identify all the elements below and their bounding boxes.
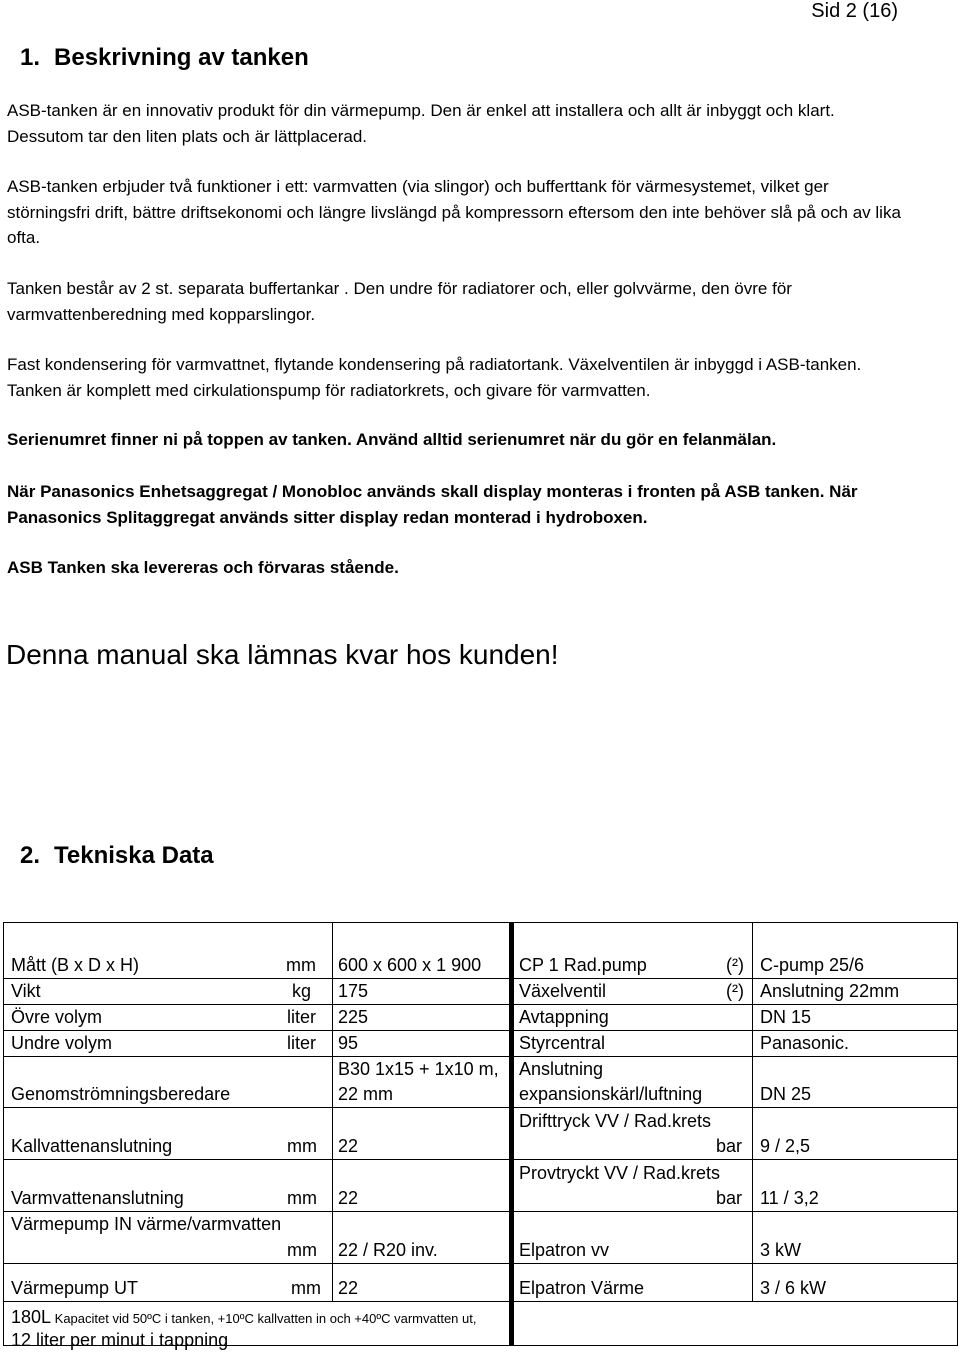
section-heading-technical-data: [20, 842, 214, 870]
spec-value: C-pump 25/6: [760, 955, 865, 975]
spec-label-weight: Vikt: [11, 981, 41, 1001]
spec-label-upper-volume: Övre volym: [11, 1007, 103, 1027]
spec-value: 9 / 2,5: [760, 1136, 811, 1156]
spec-value: Panasonic.: [760, 1033, 850, 1053]
paragraph-intro: ASB-tanken är en innovativ produkt för din värmepump. Den är enkel att installera och allt är inbyggt och klart. Dessutom tar den liten plats och är lättplacerad.: [7, 101, 835, 146]
paragraph-storage: ASB Tanken ska levereras och förvaras stående.: [7, 558, 399, 577]
spec-unit: bar: [716, 1188, 743, 1208]
spec-label-expansion-line2: expansionskärl/luftning: [519, 1084, 703, 1104]
spec-value: 22: [338, 1278, 359, 1298]
section-number: 1.: [20, 44, 41, 71]
spec-value: 3 kW: [760, 1240, 802, 1260]
spec-value: 600 x 600 x 1 900: [338, 955, 482, 975]
section-number: 2.: [20, 842, 41, 869]
spec-value: 22: [338, 1188, 359, 1208]
capacity-volume: 180L: [11, 1307, 52, 1327]
spec-label-immersion-heater-heating: Elpatron Värme: [519, 1278, 645, 1298]
spec-value: 95: [338, 1033, 359, 1053]
spec-label-immersion-heater-hw: Elpatron vv: [519, 1240, 610, 1260]
spec-unit: bar: [716, 1136, 743, 1156]
paragraph-condensing: Fast kondensering för varmvattnet, flytande kondensering på radiatortank. Växelventilen är inbyggd i ASB-tanken. Tanken är komplett med cirkulationspump för radiatorkrets, och givare för varmvatten.: [7, 355, 862, 400]
spec-value: 22: [338, 1136, 359, 1156]
spec-unit: liter: [287, 1033, 317, 1053]
spec-unit: mm: [287, 1240, 317, 1260]
spec-label-expansion-line1: Anslutning: [519, 1059, 604, 1079]
spec-label-circulation-pump: CP 1 Rad.pump: [519, 955, 647, 975]
spec-unit: mm: [291, 1278, 321, 1298]
spec-label-test-pressure: Provtryckt VV / Rad.krets: [519, 1163, 721, 1183]
customer-notice: Denna manual ska lämnas kvar hos kunden!: [6, 639, 559, 670]
spec-label-drain: Avtappning: [519, 1007, 609, 1027]
paragraph-serial-number: Serienumret finner ni på toppen av tanken. Använd alltid serienumret när du gör en felanmälan.: [7, 430, 777, 449]
spec-value: 11 / 3,2: [760, 1188, 819, 1208]
section-title: Beskrivning av tanken: [54, 44, 309, 71]
spec-value: 22 / R20 inv.: [338, 1240, 438, 1260]
spec-label-heat-pump-out: Värmepump UT: [11, 1278, 139, 1298]
capacity-description: Kapacitet vid 50ºC i tanken, +10ºC kallvatten in och +40ºC varmvatten ut,: [51, 1311, 477, 1326]
paragraph-buffer-tanks: Tanken består av 2 st. separata buffertankar . Den undre för radiatorer och, eller golvvärme, den övre för varmvattenberedning med kopparslingor.: [7, 279, 792, 324]
spec-value: 175: [338, 981, 369, 1001]
spec-label-heat-pump-in: Värmepump IN värme/varmvatten: [11, 1214, 282, 1234]
spec-unit: mm: [287, 1136, 317, 1156]
spec-value: DN 25: [760, 1084, 812, 1104]
spec-unit: mm: [287, 1188, 317, 1208]
section-title: Tekniska Data: [54, 842, 214, 869]
paragraph-display: När Panasonics Enhetsaggregat / Monobloc används skall display monteras i fronten på ASB tanken. När Panasonics Splitaggregat används sitter display redan monterad i hydroboxen.: [7, 482, 858, 527]
spec-label-controller: Styrcentral: [519, 1033, 606, 1053]
spec-value: DN 15: [760, 1007, 812, 1027]
spec-unit: mm: [286, 955, 316, 975]
spec-label-flow-heater: Genomströmningsberedare: [11, 1084, 231, 1104]
spec-label-lower-volume: Undre volym: [11, 1033, 113, 1053]
spec-note: (²): [726, 981, 744, 1001]
spec-unit: liter: [287, 1007, 317, 1027]
section-heading-description: [20, 44, 309, 72]
spec-value-line2: 22 mm: [338, 1084, 394, 1104]
spec-label-operating-pressure: Drifttryck VV / Rad.krets: [519, 1111, 712, 1131]
technical-data-table: [3, 922, 958, 1350]
spec-value: 225: [338, 1007, 369, 1027]
spec-value: 3 / 6 kW: [760, 1278, 827, 1298]
spec-label-dimensions: Mått (B x D x H): [11, 955, 140, 975]
capacity-flow-rate: 12 liter per minut i tappning: [11, 1330, 229, 1350]
paragraph-functions: ASB-tanken erbjuder två funktioner i ett: varmvatten (via slingor) och bufferttank för värmesystemet, vilket ger störningsfri drift, bättre driftsekonomi och längre livslängd på kompressorn eftersom den inte behöver slå på och av lika ofta.: [7, 177, 901, 247]
spec-label-cold-water-connection: Kallvattenanslutning: [11, 1136, 173, 1156]
page-number: Sid 2 (16): [811, 0, 898, 22]
spec-label-diverter-valve: Växelventil: [519, 981, 607, 1001]
spec-unit: kg: [292, 981, 312, 1001]
spec-value: Anslutning 22mm: [760, 981, 900, 1001]
spec-note: (²): [726, 955, 744, 975]
spec-value-line1: B30 1x15 + 1x10 m,: [338, 1059, 499, 1079]
spec-label-hot-water-connection: Varmvattenanslutning: [11, 1188, 184, 1208]
